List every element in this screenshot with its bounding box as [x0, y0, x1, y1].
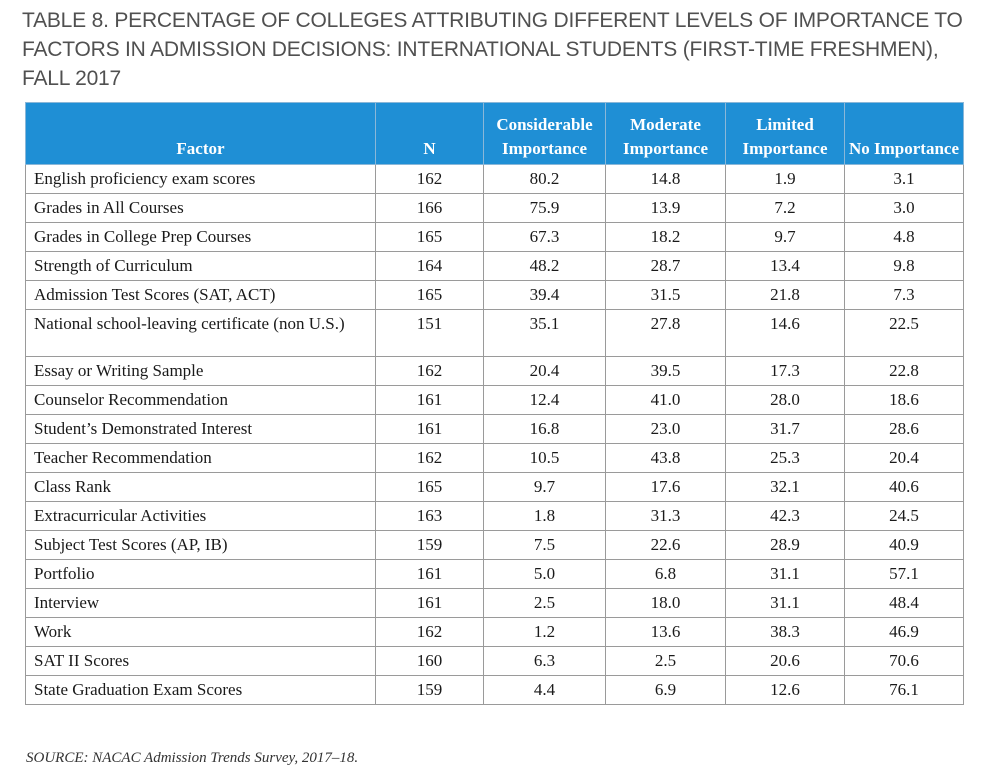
cell-no: 40.6: [845, 473, 964, 502]
cell-n: 166: [376, 194, 484, 223]
cell-considerable: 7.5: [484, 531, 606, 560]
cell-considerable: 48.2: [484, 252, 606, 281]
cell-moderate: 31.5: [606, 281, 726, 310]
cell-moderate: 43.8: [606, 444, 726, 473]
cell-moderate: 6.8: [606, 560, 726, 589]
cell-factor: Extracurricular Activities: [26, 502, 376, 531]
table-row: [26, 502, 964, 531]
cell-moderate: 6.9: [606, 676, 726, 705]
table-row: [26, 618, 964, 647]
cell-no: 3.1: [845, 165, 964, 194]
table-row: [26, 531, 964, 560]
cell-no: 7.3: [845, 281, 964, 310]
cell-limited: 42.3: [726, 502, 845, 531]
cell-n: 161: [376, 589, 484, 618]
cell-considerable: 2.5: [484, 589, 606, 618]
header-factor: Factor: [26, 103, 376, 165]
table-row: [26, 676, 964, 705]
table-title: TABLE 8. PERCENTAGE OF COLLEGES ATTRIBUTING DIFFERENT LEVELS OF IMPORTANCE TO FACTORS IN ADMISSION DECISIONS: INTERNATIONAL STUDENTS (FIRST-TIME FRESHMEN), FALL 2017: [22, 9, 963, 90]
cell-factor: Subject Test Scores (AP, IB): [26, 531, 376, 560]
cell-limited: 13.4: [726, 252, 845, 281]
cell-limited: 28.9: [726, 531, 845, 560]
cell-limited: 21.8: [726, 281, 845, 310]
cell-factor: Teacher Recommendation: [26, 444, 376, 473]
table-row: [26, 252, 964, 281]
cell-limited: 1.9: [726, 165, 845, 194]
cell-limited: 14.6: [726, 310, 845, 357]
cell-n: 151: [376, 310, 484, 357]
table-row: [26, 310, 964, 357]
cell-factor: Portfolio: [26, 560, 376, 589]
cell-n: 161: [376, 415, 484, 444]
cell-considerable: 16.8: [484, 415, 606, 444]
table-row: [26, 415, 964, 444]
cell-factor: Counselor Recommendation: [26, 386, 376, 415]
cell-limited: 31.7: [726, 415, 845, 444]
cell-n: 161: [376, 386, 484, 415]
cell-considerable: 5.0: [484, 560, 606, 589]
cell-considerable: 39.4: [484, 281, 606, 310]
cell-considerable: 75.9: [484, 194, 606, 223]
cell-no: 76.1: [845, 676, 964, 705]
cell-n: 165: [376, 281, 484, 310]
cell-factor: National school-leaving certificate (non U.S.): [26, 310, 376, 357]
cell-moderate: 27.8: [606, 310, 726, 357]
cell-considerable: 12.4: [484, 386, 606, 415]
cell-considerable: 4.4: [484, 676, 606, 705]
cell-no: 4.8: [845, 223, 964, 252]
table-row: [26, 647, 964, 676]
cell-no: 57.1: [845, 560, 964, 589]
cell-moderate: 14.8: [606, 165, 726, 194]
cell-n: 162: [376, 444, 484, 473]
table-row: [26, 589, 964, 618]
cell-limited: 20.6: [726, 647, 845, 676]
cell-moderate: 22.6: [606, 531, 726, 560]
cell-no: 22.5: [845, 310, 964, 357]
cell-considerable: 67.3: [484, 223, 606, 252]
cell-factor: Essay or Writing Sample: [26, 357, 376, 386]
cell-n: 163: [376, 502, 484, 531]
table-row: [26, 281, 964, 310]
table-row: [26, 386, 964, 415]
cell-factor: SAT II Scores: [26, 647, 376, 676]
cell-n: 161: [376, 560, 484, 589]
cell-considerable: 1.8: [484, 502, 606, 531]
cell-factor: Student’s Demonstrated Interest: [26, 415, 376, 444]
header-no: No Importance: [845, 103, 964, 165]
header-moderate: Moderate Importance: [606, 103, 726, 165]
cell-limited: 32.1: [726, 473, 845, 502]
cell-n: 162: [376, 618, 484, 647]
cell-considerable: 20.4: [484, 357, 606, 386]
cell-no: 9.8: [845, 252, 964, 281]
cell-n: 160: [376, 647, 484, 676]
cell-factor: Interview: [26, 589, 376, 618]
cell-limited: 38.3: [726, 618, 845, 647]
cell-moderate: 17.6: [606, 473, 726, 502]
cell-considerable: 6.3: [484, 647, 606, 676]
cell-limited: 9.7: [726, 223, 845, 252]
table-row: [26, 473, 964, 502]
cell-considerable: 80.2: [484, 165, 606, 194]
cell-n: 165: [376, 473, 484, 502]
cell-factor: Class Rank: [26, 473, 376, 502]
header-limited: Limited Importance: [726, 103, 845, 165]
table-row: [26, 223, 964, 252]
cell-no: 46.9: [845, 618, 964, 647]
cell-no: 28.6: [845, 415, 964, 444]
cell-no: 24.5: [845, 502, 964, 531]
cell-moderate: 28.7: [606, 252, 726, 281]
cell-no: 3.0: [845, 194, 964, 223]
cell-moderate: 39.5: [606, 357, 726, 386]
cell-n: 162: [376, 357, 484, 386]
cell-considerable: 1.2: [484, 618, 606, 647]
header-considerable: Considerable Importance: [484, 103, 606, 165]
cell-moderate: 13.9: [606, 194, 726, 223]
admission-factors-table: [25, 102, 964, 705]
table-row: [26, 444, 964, 473]
cell-moderate: 31.3: [606, 502, 726, 531]
table-row: [26, 165, 964, 194]
cell-no: 48.4: [845, 589, 964, 618]
cell-limited: 28.0: [726, 386, 845, 415]
cell-limited: 31.1: [726, 560, 845, 589]
cell-factor: Work: [26, 618, 376, 647]
cell-no: 40.9: [845, 531, 964, 560]
cell-moderate: 18.0: [606, 589, 726, 618]
cell-moderate: 18.2: [606, 223, 726, 252]
table-body: [26, 165, 964, 705]
cell-limited: 31.1: [726, 589, 845, 618]
cell-factor: English proficiency exam scores: [26, 165, 376, 194]
cell-moderate: 13.6: [606, 618, 726, 647]
cell-factor: Grades in College Prep Courses: [26, 223, 376, 252]
cell-no: 20.4: [845, 444, 964, 473]
table-row: [26, 194, 964, 223]
cell-factor: Strength of Curriculum: [26, 252, 376, 281]
cell-factor: State Graduation Exam Scores: [26, 676, 376, 705]
cell-no: 70.6: [845, 647, 964, 676]
header-row: [26, 103, 964, 165]
cell-limited: 17.3: [726, 357, 845, 386]
cell-n: 159: [376, 676, 484, 705]
cell-factor: Grades in All Courses: [26, 194, 376, 223]
cell-n: 159: [376, 531, 484, 560]
table-row: [26, 560, 964, 589]
cell-considerable: 35.1: [484, 310, 606, 357]
cell-limited: 12.6: [726, 676, 845, 705]
cell-no: 18.6: [845, 386, 964, 415]
source-note: SOURCE: NACAC Admission Trends Survey, 2017–18.: [26, 750, 359, 766]
cell-moderate: 41.0: [606, 386, 726, 415]
cell-considerable: 10.5: [484, 444, 606, 473]
cell-limited: 25.3: [726, 444, 845, 473]
cell-moderate: 23.0: [606, 415, 726, 444]
cell-no: 22.8: [845, 357, 964, 386]
cell-limited: 7.2: [726, 194, 845, 223]
header-n: N: [376, 103, 484, 165]
table-row: [26, 357, 964, 386]
cell-n: 164: [376, 252, 484, 281]
cell-n: 162: [376, 165, 484, 194]
cell-factor: Admission Test Scores (SAT, ACT): [26, 281, 376, 310]
cell-considerable: 9.7: [484, 473, 606, 502]
cell-moderate: 2.5: [606, 647, 726, 676]
cell-n: 165: [376, 223, 484, 252]
